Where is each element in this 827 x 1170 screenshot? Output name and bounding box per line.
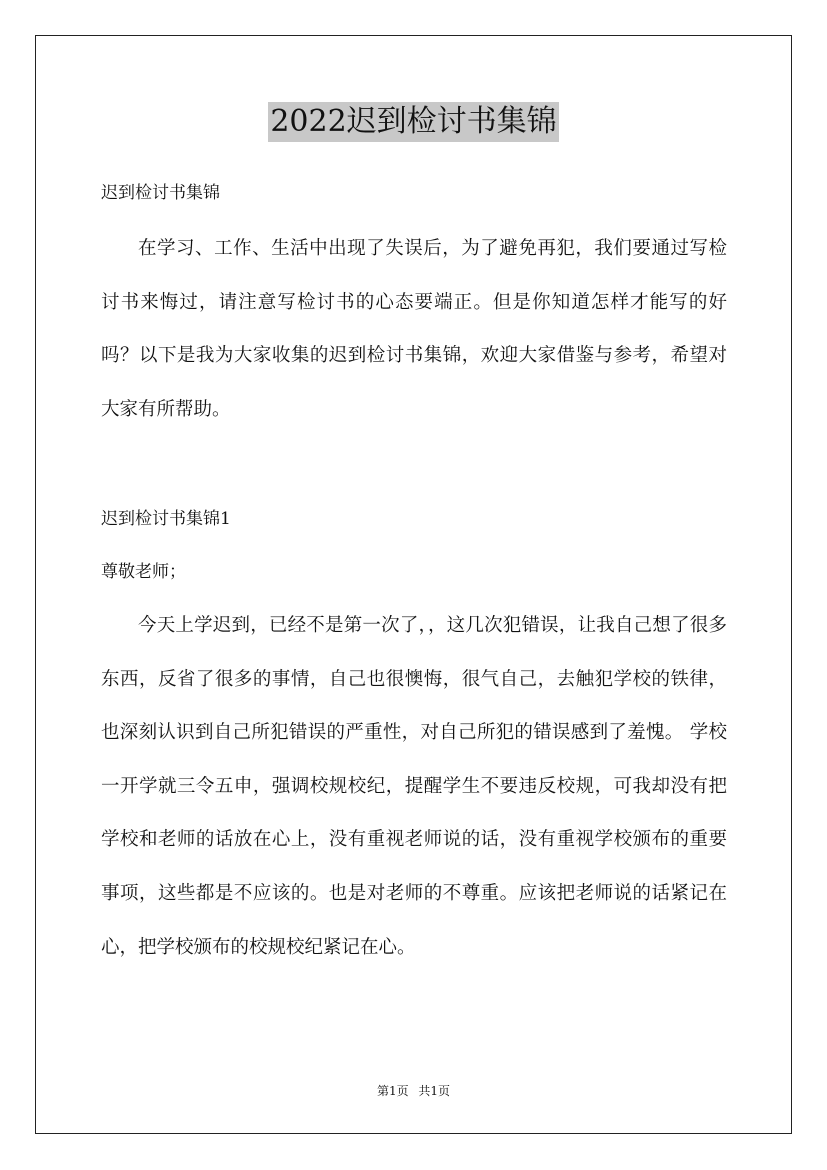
intro-paragraph: 在学习、工作、生活中出现了失误后，为了避免再犯，我们要通过写检讨书来悔过，请注意写检讨书的心态要端正。但是你知道怎样才能写的好吗？以下是我为大家收集的迟到检讨书集锦，欢迎大家借鉴与参考，希望对大家有所帮助。 [101, 238, 727, 420]
page-footer [0, 1083, 827, 1099]
page-number-total: 共1页 [418, 1084, 451, 1098]
salutation: 尊敬老师； [101, 562, 186, 582]
page-number-current: 第1页 [376, 1084, 409, 1098]
section-paragraph: 今天上学迟到，已经不是第一次了，，这几次犯错误，让我自己想了很多东西，反省了很多的事情，自己也很懊悔，很气自己，去触犯学校的铁律，也深刻认识到自己所犯错误的严重性，对自己所犯的错误感到了羞愧。 学校一开学就三令五申，强调校规校纪，提醒学生不要违反校规，可我却没有把学校和老师的话放在心上，没有重视老师说的话，没有重视学校颁布的重要事项，这些都是不应该的。也是对老师的不尊重。应该把老师说的话紧记在心，把学校颁布的校规校纪紧记在心。 [101, 615, 727, 958]
document-title: 2022迟到检讨书集锦 [268, 102, 558, 142]
subheading: 迟到检讨书集锦 [101, 183, 220, 203]
section-heading: 迟到检讨书集锦1 [101, 509, 231, 529]
document-title-container [0, 102, 827, 142]
